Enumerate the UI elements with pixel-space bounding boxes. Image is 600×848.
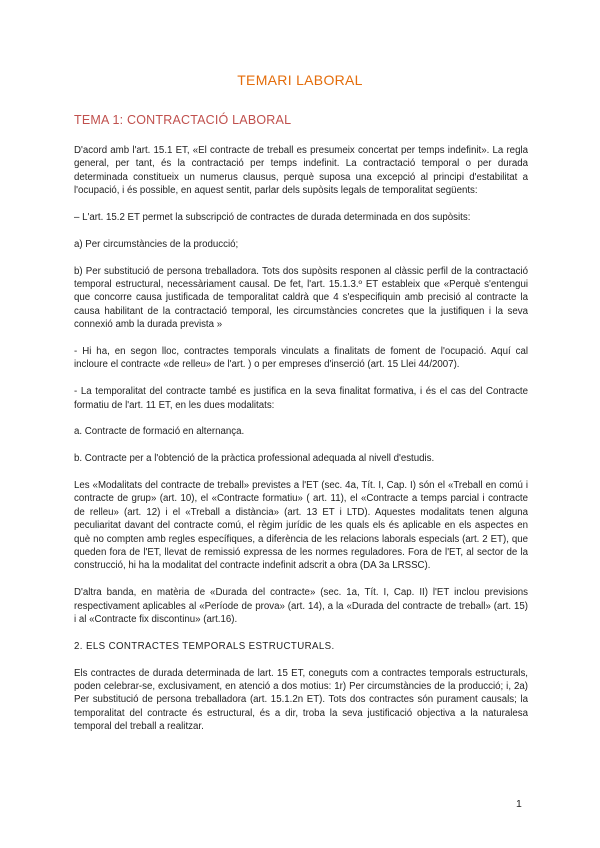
paragraph-art-15-2: – L'art. 15.2 ET permet la subscripció de contractes de durada determinada en dos supòsits: (74, 212, 471, 224)
section-title: TEMA 1: CONTRACTACIÓ LABORAL (74, 113, 292, 127)
document-title: TEMARI LABORAL (237, 72, 363, 88)
document-body (74, 144, 528, 747)
paragraph-practica: b. Contracte per a l'obtenció de la pràctica professional adequada al nivell d'estudis. (74, 453, 435, 465)
paragraph-alternanca: a. Contracte de formació en alternança. (74, 426, 245, 438)
subsection-heading: 2. ELS CONTRACTES TEMPORALS ESTRUCTURALS. (74, 640, 335, 652)
paragraph-estructurals: Els contractes de durada determinada de lart. 15 ET, coneguts com a contractes temporals estructurals, poden celebrar-se, exclusivament, en atenció a dos motius: 1r) Per circumstàncies de la producció; i, 2a) Per substitució de persona treballadora (art. 15.1.2n ET). Tots dos contractes són purament causals; la temporalitat del contracte és estructural, és a dir, troba la seva justificació objectiva a la naturalesa temporal del treball a realitzar. (74, 667, 528, 733)
paragraph-item-b: b) Per substitució de persona treballadora. Tots dos supòsits responen al clàssic perfil de la contractació temporal estructural, necessàriament causal. De fet, l'art. 15.1.3.º ET estableix que «Perquè s'entengui que concorre causa justificada de temporalitat caldrà que 4 s'especifiquin amb precisió al contracte la causa habilitant de la contractació temporal, les circumstàncies concretes que la justifiquen i la seva connexió amb la durada prevista » (74, 265, 528, 331)
paragraph-modalitats: Les «Modalitats del contracte de treball» previstes a l'ET (sec. 4a, Tít. I, Cap. I) són el «Treball en comú i contracte de grup» (art. 10), el «Contracte formatiu» ( art. 11), el «Contracte a temps parcial i contracte de relleu» (art. 12) i el «Treball a distància» (art. 13 ET i LTD). Aquestes modalitats tenen alguna peculiaritat davant del contracte comú, el règim jurídic de les quals els és aplicable en els aspectes en què no compten amb regles específiques, a diferència de les relacions laborals especials (art. 2 ET), que queden fora de l'ET, llevat de remissió expressa de les normes reguladores. Fora de l'ET, al sector de la construcció, hi ha la modalitat del contracte indefinit adscrit a obra (DA 3a LRSSC). (74, 480, 528, 572)
paragraph-intro: D'acord amb l'art. 15.1 ET, «El contracte de treball es presumeix concertat per temps indefinit». La regla general, per tant, és la contractació per temps indefinit. La contractació temporal o per durada determinada constitueix un numerus clausus, perquè suposa una excepció al principi d'estabilitat a l'ocupació, i és possible, en aquest sentit, parlar dels supòsits legals de temporalitat següents: (74, 145, 528, 197)
paragraph-foment: - Hi ha, en segon lloc, contractes temporals vinculats a finalitats de foment de l'ocupació. Aquí cal incloure el contracte «de relleu» de l'art. ) o per empreses d'inserció (art. 15 Llei 44/2007). (74, 346, 528, 371)
paragraph-item-a: a) Per circumstàncies de la producció; (74, 238, 239, 250)
paragraph-formativa: - La temporalitat del contracte també es justifica en la seva finalitat formativa, i és el cas del Contracte formatiu de l'art. 11 ET, en les dues modalitats: (74, 386, 528, 411)
paragraph-durada: D'altra banda, en matèria de «Durada del contracte» (sec. 1a, Tít. I, Cap. II) l'ET inclou previsions respectivament aplicables al «Període de prova» (art. 14), a la «Durada del contracte de treball» (art. 15) i al «Contracte fix discontinu» (art.16). (74, 587, 528, 626)
page-number: 1 (516, 798, 522, 810)
